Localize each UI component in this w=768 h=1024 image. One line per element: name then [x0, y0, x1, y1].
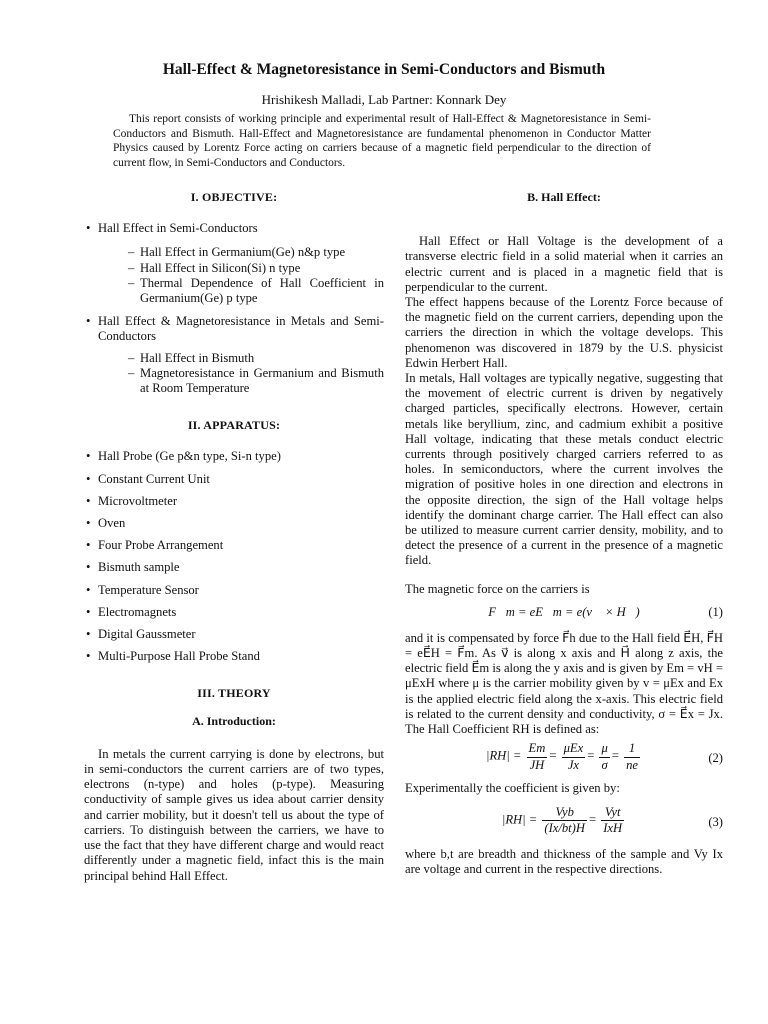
force-intro: The magnetic force on the carriers is: [405, 581, 590, 596]
theory-heading: III. THEORY: [197, 686, 271, 701]
left-column: [84, 190, 384, 884]
fraction: [542, 805, 587, 836]
apparatus-item: • Hall Probe (Ge p&n type, Si-n type): [84, 449, 384, 464]
equation-2-lhs: |RH| =: [486, 748, 522, 763]
equation-2-expression: |RH| = $\frac{Em}{JH}$ = $\frac{\text{μEx}}{Jx}$ = $\frac{\mu}{\sigma}$ = $\frac{1}{ne}$: [486, 741, 638, 772]
apparatus-item: • Oven: [84, 516, 384, 531]
numerator: μEx: [562, 741, 586, 757]
equation-3-expression: |RH| = $\frac{\text{Vyb}}{(Ix/bt)H}$ = $\frac{\text{Vyt}}{\text{IxH}}$: [501, 804, 623, 835]
objective-label: Hall Effect & Magnetoresistance in Metals and Semi-Conductors: [98, 314, 384, 344]
apparatus-item: • Digital Gaussmeter: [84, 627, 384, 642]
objective-list: [84, 221, 384, 396]
apparatus-item: • Bismuth sample: [84, 560, 384, 575]
equation-2-number: (2): [708, 751, 723, 766]
apparatus-item: • Microvoltmeter: [84, 494, 384, 509]
intro-paragraph: In metals the current carrying is done by electrons, but in semi-conductors the current carriers are of two types, electrons (n-type) and holes (p-type). Measuring conductivity of sample gives us idea about carrier density and carrier mobility, but it doesn't tell us about the type of carriers. To distinguish between the carriers, we have to use the fact that they have different charge and would react differently under a magnetic field, infact this is the main principal behind Hall Effect.: [84, 746, 384, 883]
objective-subitem: – Magnetoresistance in Germanium and Bismuth at Room Temperature: [128, 366, 384, 396]
fraction: [562, 741, 586, 772]
fraction: [624, 741, 640, 772]
hall-paragraph: Hall Effect or Hall Voltage is the development of a transverse electric field in a solid material when it carries an electric current and is placed in a magnetic field that is perpendicular to the current.: [405, 234, 723, 294]
apparatus-item: • Temperature Sensor: [84, 583, 384, 598]
fraction: [527, 741, 548, 772]
intro-heading: A. Introduction:: [192, 713, 276, 728]
variables-paragraph: where b,t are breadth and thickness of the sample and Vy Ix are voltage and current in the respective directions.: [405, 846, 723, 876]
equation-2: [405, 737, 723, 781]
objective-subitem: – Hall Effect in Germanium(Ge) n&p type: [128, 245, 384, 260]
numerator: Vyt: [601, 805, 624, 821]
hall-paragraph: The effect happens because of the Lorentz Force because of the magnetic field on the current carriers, depending upon the carriers the direction in which the voltage develops. This phenomenon was discovered in 1879 by the U.S. physicist Edwin Herbert Hall.: [405, 295, 723, 370]
right-column: [405, 190, 723, 877]
objective-sublist: [98, 245, 384, 306]
objective-item: [84, 314, 384, 396]
hall-paragraph: In metals, Hall voltages are typically negative, suggesting that the movement of electric current is driven by negatively charged particles, specifically electrons. However, certain metals like beryllium, zinc, and cadmium exhibit a positive Hall voltage, indicating that these metals conduct electric currents through positively charged carriers referred to as holes. In semiconductors, where the current involves the migration of positive holes in one direction and electrons in the opposite direction, the sign of the Hall voltage helps identify the dominant charge carrier. The Hall effect can also be utilized to measure current carrier density, mobility, and to detect the presence of a current in the presence of a magnetic field.: [405, 371, 723, 568]
denominator: IxH: [603, 820, 623, 835]
equation-1-number: (1): [708, 604, 723, 619]
denominator: Jx: [567, 757, 579, 772]
objective-subitem: – Hall Effect in Bismuth: [128, 351, 384, 366]
hall-effect-heading: B. Hall Effect:: [527, 190, 601, 204]
objective-label: Hall Effect in Semi-Conductors: [98, 221, 258, 236]
objective-item: [84, 221, 384, 306]
hall-field-paragraph: and it is compensated by force F⃗h due to the Hall field E⃗H, F⃗H = eE⃗H = F⃗m. As v⃗ is along x axis and H⃗ along z axis, the electric field E⃗m is along the y axis and is given by Em = vH = μExH where μ is the carrier mobility given by v = μEx and Ex is the applied electric field along the x-axis. This electric field is related to the current density and conductivity, σ = E⃗x = Jx. The Hall Coefficient RH is defined as:: [405, 630, 723, 737]
denominator: (Ix/bt)H: [544, 820, 585, 835]
equation-1: [405, 597, 723, 631]
denominator: JH: [529, 757, 545, 772]
numerator: Vyb: [542, 805, 587, 821]
apparatus-item: • Constant Current Unit: [84, 472, 384, 487]
apparatus-heading: II. APPARATUS:: [187, 418, 281, 433]
apparatus-list: [84, 449, 384, 664]
objective-subitem: – Hall Effect in Silicon(Si) n type: [128, 261, 384, 276]
numerator: 1: [624, 741, 640, 757]
denominator: ne: [626, 757, 638, 772]
fraction: [599, 741, 609, 772]
objective-subitem: – Thermal Dependence of Hall Coefficient in Germanium(Ge) p type: [128, 276, 384, 306]
equation-1-expression: F⃗m = eE⃗m = e(v⃗ × H⃗): [488, 604, 640, 619]
abstract: This report consists of working principle and experimental result of Hall-Effect & Magnetoresistance in Semi-Conductors and Bismuth. Hall-Effect and Magnetoresistance are fundamental phenomenon in Conductor Matter Physics caused by Lorentz Force acting on carriers because of a magnetic field perpendicular to the direction of current flow, in Semi-Conductors and Conductors.: [113, 113, 651, 169]
paper-title: Hall-Effect & Magnetoresistance in Semi-Conductors and Bismuth: [162, 61, 606, 78]
objective-heading: I. OBJECTIVE:: [190, 190, 278, 204]
numerator: Em: [527, 741, 548, 757]
apparatus-item: • Multi-Purpose Hall Probe Stand: [84, 649, 384, 664]
apparatus-item: • Four Probe Arrangement: [84, 538, 384, 553]
author-line: Hrishikesh Malladi, Lab Partner: Konnark Dey: [261, 92, 507, 107]
equation-3-number: (3): [708, 814, 723, 829]
denominator: σ: [601, 757, 608, 772]
equation-3: [405, 797, 723, 847]
numerator: μ: [599, 741, 609, 757]
apparatus-item: • Electromagnets: [84, 605, 384, 620]
fraction: [601, 805, 624, 836]
objective-sublist: [98, 351, 384, 397]
equation-3-lhs: |RH| =: [501, 812, 538, 827]
experimental-intro: Experimentally the coefficient is given by:: [405, 781, 620, 796]
